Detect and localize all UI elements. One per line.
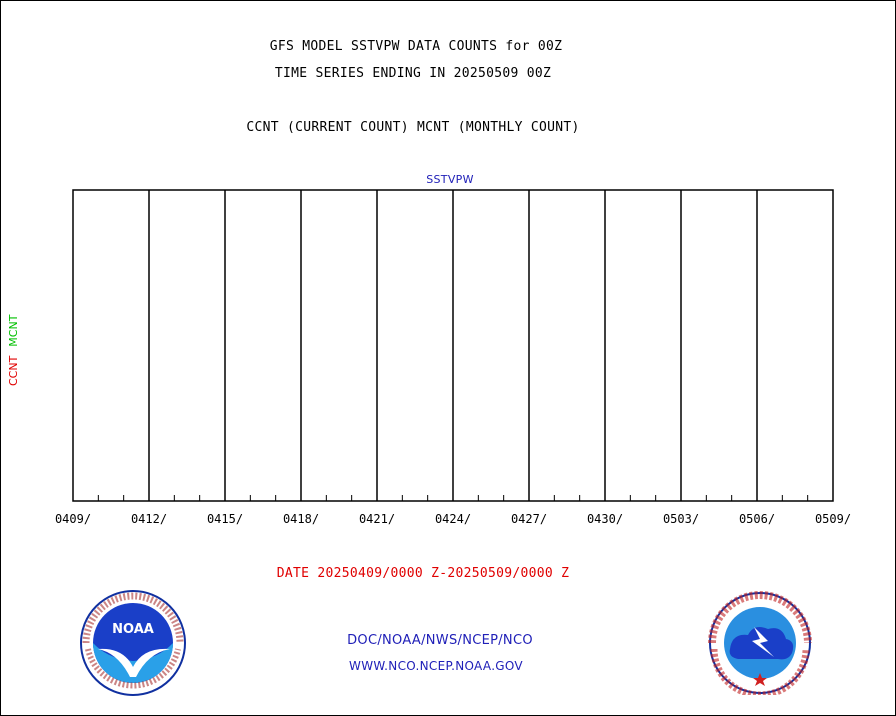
chart-legend-description: CCNT (CURRENT COUNT) MCNT (MONTHLY COUNT) (246, 120, 580, 135)
y-axis-label-mcnt: MCNT (7, 314, 20, 347)
x-tick-label: 0409/ (54, 512, 92, 526)
x-tick-label: 0415/ (206, 512, 244, 526)
x-tick-label: 0421/ (358, 512, 396, 526)
x-tick-label: 0509/ (814, 512, 852, 526)
y-axis-label-ccnt: CCNT (7, 355, 20, 386)
svg-text:NOAA: NOAA (112, 622, 154, 637)
chart-subtitle: TIME SERIES ENDING IN 20250509 00Z (274, 66, 552, 81)
x-tick-label: 0424/ (434, 512, 472, 526)
footer-org: DOC/NOAA/NWS/NCEP/NCO (347, 633, 533, 648)
chart-title: GFS MODEL SSTVPW DATA COUNTS for 00Z (269, 39, 563, 54)
x-tick-label: 0503/ (662, 512, 700, 526)
x-axis-label: DATE 20250409/0000 Z-20250509/0000 Z (276, 566, 570, 581)
x-tick-label: 0506/ (738, 512, 776, 526)
x-tick-label: 0430/ (586, 512, 624, 526)
x-tick-label: 0412/ (130, 512, 168, 526)
series-label: SSTVPW (426, 173, 474, 186)
footer-url: WWW.NCO.NCEP.NOAA.GOV (349, 659, 523, 673)
nws-logo (708, 591, 812, 695)
x-tick-label: 0418/ (282, 512, 320, 526)
noaa-logo (78, 589, 188, 697)
x-tick-label: 0427/ (510, 512, 548, 526)
